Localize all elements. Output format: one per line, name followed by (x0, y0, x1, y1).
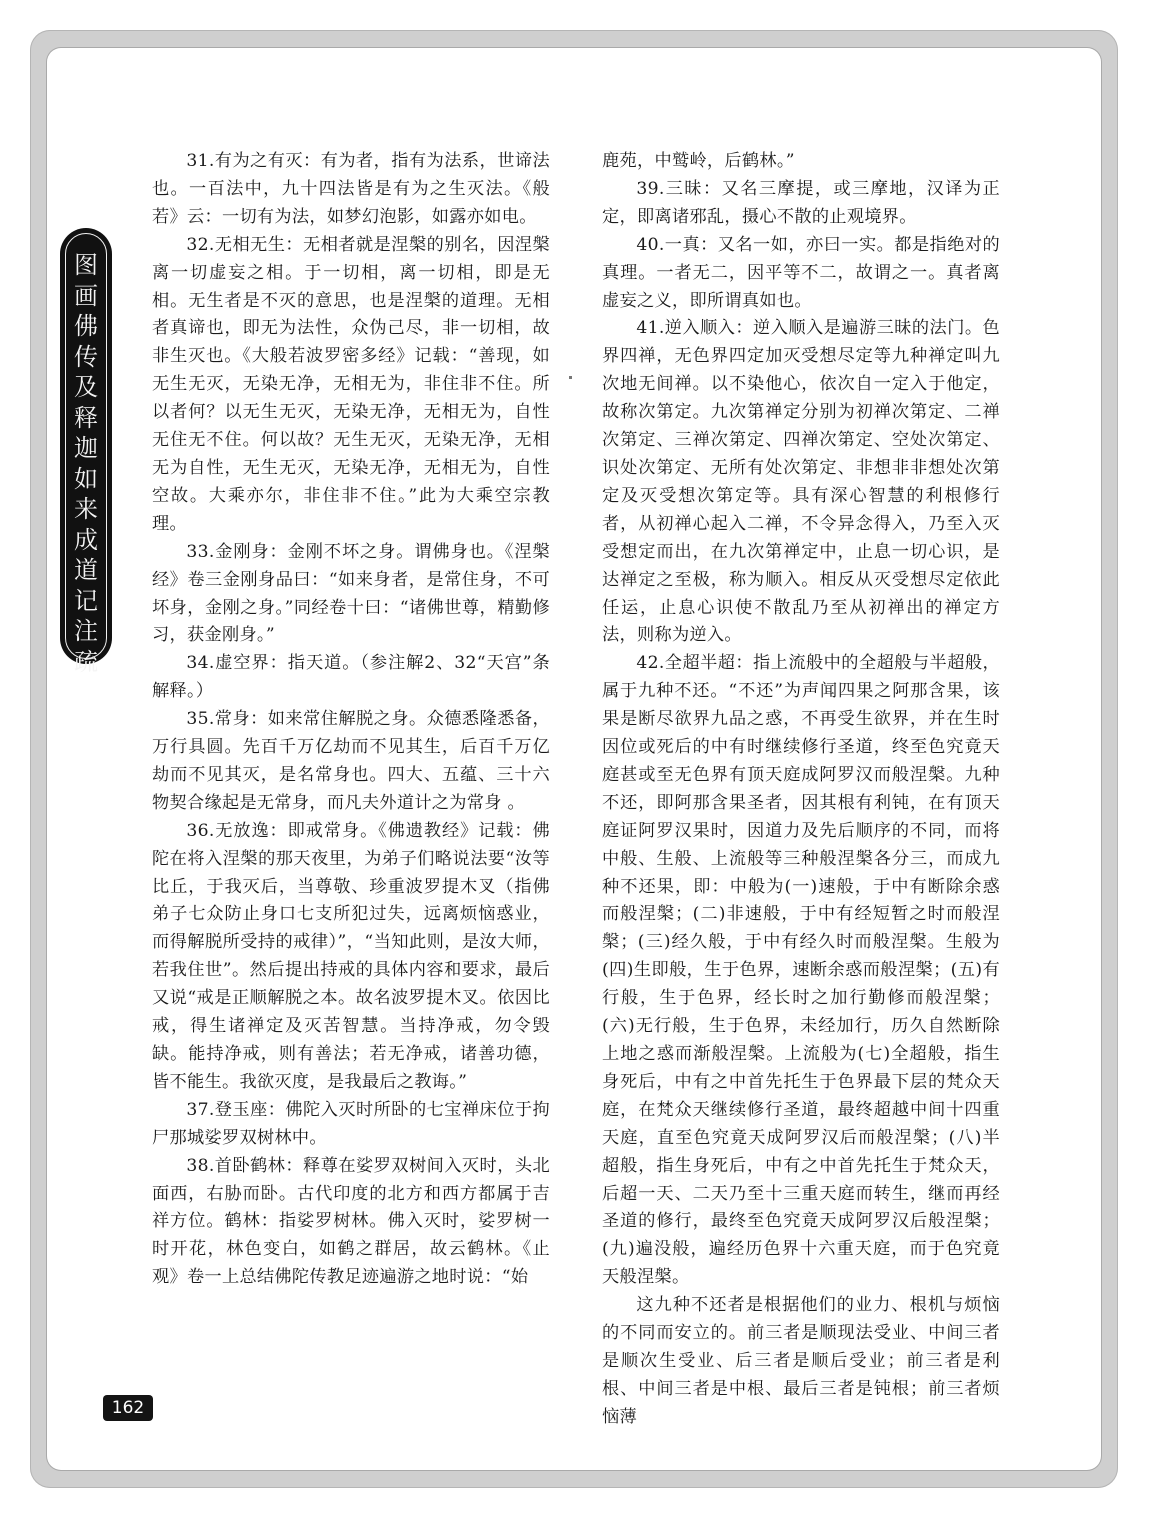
sidebar-title-char: 注 (74, 617, 98, 645)
annotation-paragraph: 40.一真：又名一如，亦曰一实。都是指绝对的真理。一者无二，因平等不二，故谓之一。真者离虚妄之义，即所谓真如也。 (602, 234, 1000, 311)
sidebar-title-char: 图 (74, 251, 98, 279)
sidebar-book-title-tab (60, 228, 112, 676)
annotation-paragraph: 这九种不还者是根据他们的业力、根机与烦恼的不同而安立的。前三者是顺现法受业、中间三者是顺次生受业、后三者是顺后受业；前三者是利根、中间三者是中根、最后三者是钝根；前三者烦恼薄 (602, 1295, 1000, 1427)
sidebar-title-char: 及 (74, 373, 98, 401)
annotation-paragraph: 34.虚空界：指天道。（参注解2、32“天宫”条解释。） (152, 653, 550, 702)
annotation-paragraph: 41.逆入顺入：逆入顺入是遍游三昧的法门。色界四禅，无色界四定加灭受想尽定等九种禅定叫九次地无间禅。以不染他心，依次自一定入于他定，故称次第定。九次第禅定分别为初禅次第定、二禅次第定、三禅次第定、四禅次第定、空处次第定、识处次第定、无所有处次第定、非想非非想处次第定及灭受想次第定等。具有深心智慧的利根修行者，从初禅心起入二禅，不令异念得入，乃至入灭受想定而出，在九次第禅定中，止息一切心识，是达禅定之至极，称为顺入。相反从灭受想尽定依此任运，止息心识使不散乱乃至从初禅出的禅定方法，则称为逆入。 (602, 318, 1000, 646)
sidebar-title-char: 道 (74, 556, 98, 584)
annotation-paragraph: 37.登玉座：佛陀入灭时所卧的七宝禅床位于拘尸那城娑罗双树林中。 (152, 1099, 550, 1148)
sidebar-title-char: 成 (74, 525, 98, 554)
annotation-paragraph: 38.首卧鹤林：释尊在娑罗双树间入灭时，头北面西，右胁而卧。古代印度的北方和西方都属于吉祥方位。鹤林：指娑罗树林。佛入灭时，娑罗树一时开花，林色变白，如鹤之群居，故云鹤林。《止观》卷一上总结佛陀传教足迹遍游之地时说：“始 (152, 1155, 550, 1288)
sidebar-title-char: 疏 (74, 647, 98, 676)
annotation-paragraph: 42.全超半超：指上流般中的全超般与半超般，属于九种不还。“不还”为声闻四果之阿那含果，该果是断尽欲界九品之惑，不再受生欲界，并在生时因位或死后的中有时继续修行圣道，终至色究竟天庭甚或至无色界有顶天庭成阿罗汉而般涅槃。九种不还，即阿那含果圣者，因其根有利钝，在有顶天庭证阿罗汉果时，因道力及先后顺序的不同，而将中般、生般、上流般等三种般涅槃各分三，而成九种不还果，即：中般为(一)速般，于中有断除余惑而般涅槃；(二)非速般，于中有经短暂之时而般涅槃；(三)经久般，于中有经久时而般涅槃。生般为(四)生即般，生于色界，速断余惑而般涅槃；(五)有行般，生于色界，经长时之加行勤修而般涅槃；(六)无行般，生于色界，未经加行，历久自然断除上地之惑而渐般涅槃。上流般为(七)全超般，指生身死后，中有之中首先托生于色界最下层的梵众天庭，在梵众天继续修行圣道，最终超越中间十四重天庭，直至色究竟天成阿罗汉后而般涅槃；(八)半超般，指生身死后，中有之中首先托生于梵众天，后超一天、二天乃至十三重天庭而转生，继而再经圣道的修行，最终至色究竟天成阿罗汉后般涅槃；(九)遍没般，遍经历色界十六重天庭，而于色究竟天般涅槃。 (602, 653, 1000, 1288)
annotation-paragraph: 35.常身：如来常住解脱之身。众德悉隆悉备，万行具圆。先百千万亿劫而不见其生，后百千万亿劫而不见其灭，是名常身也。四大、五蕴、三十六物契合缘起是无常身，而凡夫外道计之为常身 。 (152, 709, 550, 813)
sidebar-title-char: 传 (74, 342, 98, 371)
sidebar-title-char: 如 (74, 464, 98, 493)
sidebar-title-char: 佛 (74, 312, 98, 340)
sidebar-title-char: 来 (74, 495, 98, 523)
annotation-paragraph: 36.无放逸：即戒常身。《佛遗教经》记载：佛陀在将入涅槃的那天夜里，为弟子们略说法要“汝等比丘，于我灭后，当尊敬、珍重波罗提木叉（指佛弟子七众防止身口七支所犯过失，远离烦恼惑业，而得解脱所受持的戒律）”，“当知此则，是汝大师，若我住世”。然后提出持戒的具体内容和要求，最后又说“戒是正顺解脱之本。故名波罗提木叉。依因比戒，得生诸禅定及灭苦智慧。当持净戒，勿令毁缺。能持净戒，则有善法；若无净戒，诸善功德，皆不能生。我欲灭度，是我最后之教诲。” (152, 820, 550, 1092)
sidebar-title-char: 画 (74, 281, 98, 310)
annotation-paragraph: 鹿苑，中鹫岭，后鹤林。” (602, 151, 795, 171)
annotation-paragraph: 39.三昧：又名三摩提，或三摩地，汉译为正定，即离诸邪乱，摄心不散的止观境界。 (602, 178, 1000, 227)
annotation-paragraph: 33.金刚身：金刚不坏之身。谓佛身也。《涅槃经》卷三金刚身品曰：“如来身者，是常住身，不可坏身，金刚之身。”同经卷十曰：“诸佛世尊，精勤修习，获金刚身。” (152, 541, 550, 646)
right-text-column (602, 148, 1000, 1432)
page-number-badge: 162 (103, 1395, 153, 1421)
annotation-paragraph: 31.有为之有灭：有为者，指有为法系，世谛法也。一百法中，九十四法皆是有为之生灭法。《般若》云：一切有为法，如梦幻泡影，如露亦如电。 (152, 151, 550, 227)
sidebar-title-char: 记 (74, 586, 98, 615)
print-speck (569, 376, 572, 379)
sidebar-title-char: 释 (74, 403, 98, 432)
sidebar-title-char: 迦 (74, 434, 98, 462)
annotation-paragraph: 32.无相无生：无相者就是涅槃的别名，因涅槃离一切虚妄之相。于一切相，离一切相，即是无相。无生者是不灭的意思，也是涅槃的道理。无相者真谛也，即无为法性，众伪己尽，非一切相，故非生灭也。《大般若波罗密多经》记载：“善现，如无生无灭，无染无净，无相无为，非住非不住。所以者何？以无生无灭，无染无净，无相无为，自性无住无不住。何以故？无生无灭，无染无净，无相无为自性，无生无灭，无染无净，无相无为，自性空故。大乘亦尔，非住非不住。”此为大乘空宗教理。 (152, 234, 550, 534)
left-text-column (152, 148, 550, 1292)
sidebar-title-column (65, 233, 107, 676)
